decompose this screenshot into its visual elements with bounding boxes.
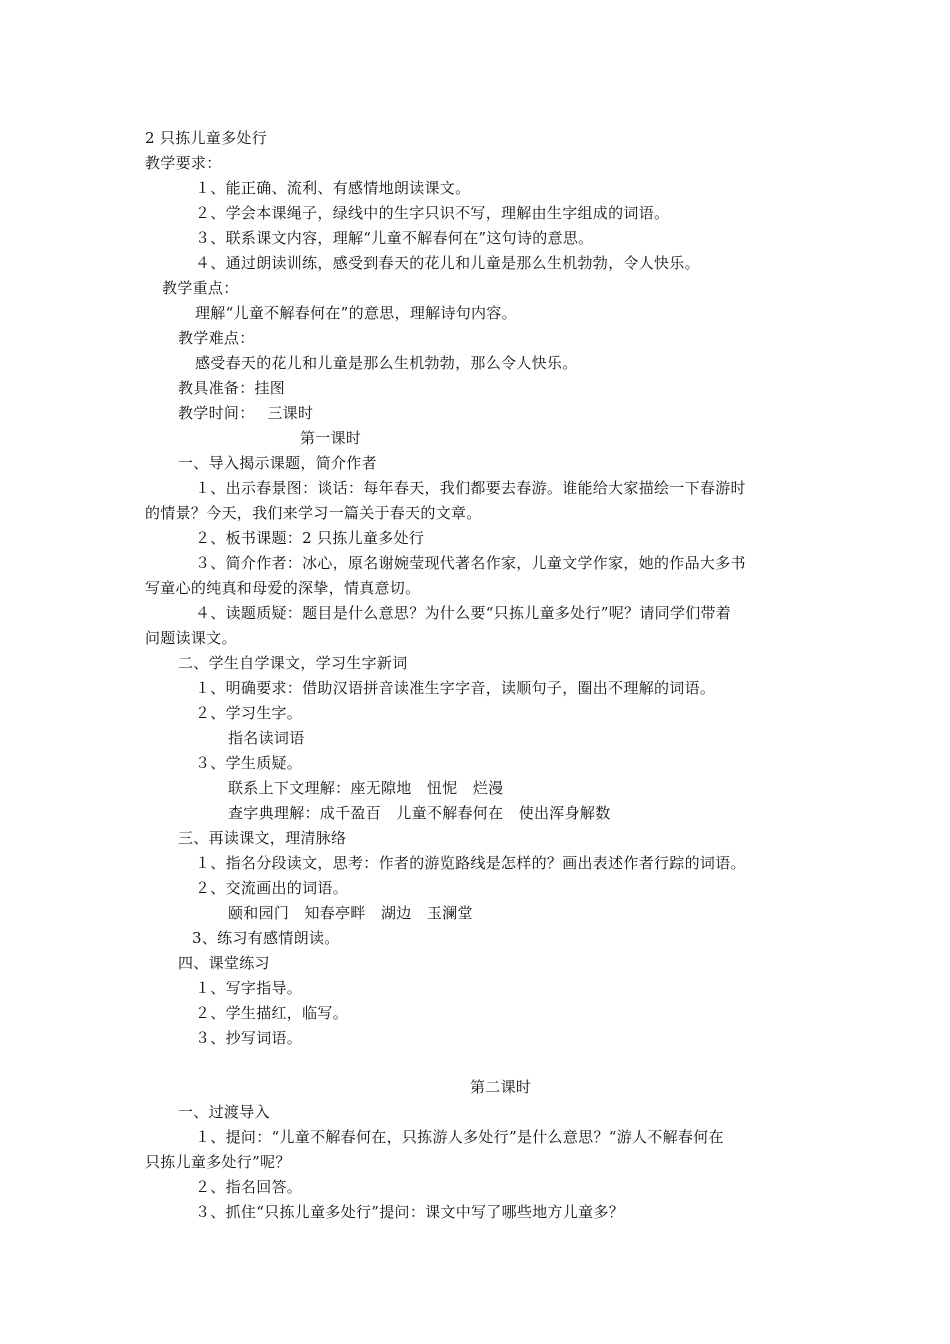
paragraph-line: 写童心的纯真和母爱的深挚，情真意切。	[145, 579, 421, 597]
paragraph-line: ４、读题质疑：题目是什么意思？为什么要“只拣儿童多处行”呢？请同学们带着	[195, 604, 732, 622]
paragraph-line: ３、简介作者：冰心，原名谢婉莹现代著名作家，儿童文学作家，她的作品大多书	[195, 554, 746, 572]
difficulties-heading: 教学难点：	[178, 329, 255, 347]
teaching-time: 教学时间： 三课时	[178, 404, 314, 422]
requirement-item: ２、学会本课绳子，绿线中的生字只识不写，理解由生字组成的词语。	[195, 204, 670, 222]
paragraph-line: 3、练习有感情朗读。	[192, 929, 340, 947]
document-title: 2 只拣儿童多处行	[145, 129, 268, 147]
paragraph-line: 颐和园门 知春亭畔 湖边 玉澜堂	[228, 904, 473, 922]
paragraph-line: ２、指名回答。	[195, 1178, 303, 1196]
section-heading: 二、学生自学课文，学习生字新词	[178, 654, 408, 672]
section-heading: 三、再读课文，理清脉络	[178, 829, 347, 847]
key-points-text: 理解“儿童不解春何在”的意思，理解诗句内容。	[195, 304, 517, 322]
lesson-one-heading: 第一课时	[300, 429, 362, 447]
paragraph-line: 指名读词语	[228, 729, 305, 747]
section-heading: 一、导入揭示课题，简介作者	[178, 454, 377, 472]
paragraph-line: １、明确要求：借助汉语拼音读准生字字音，读顺句子，圈出不理解的词语。	[195, 679, 716, 697]
paragraph-line: 查字典理解：成千盈百 儿童不解春何在 使出浑身解数	[228, 804, 611, 822]
paragraph-line: ２、学习生字。	[195, 704, 303, 722]
paragraph-line: 联系上下文理解：座无隙地 忸怩 烂漫	[228, 779, 504, 797]
requirement-item: ３、联系课文内容，理解“儿童不解春何在”这句诗的意思。	[195, 229, 594, 247]
difficulties-text: 感受春天的花儿和儿童是那么生机勃勃，那么令人快乐。	[195, 354, 578, 372]
section-heading: 一、过渡导入	[178, 1103, 270, 1121]
paragraph-line: ３、学生质疑。	[195, 754, 303, 772]
paragraph-line: 只拣儿童多处行”呢？	[145, 1153, 291, 1171]
paragraph-line: １、提问：“儿童不解春何在，只拣游人多处行”是什么意思？“游人不解春何在	[195, 1128, 724, 1146]
paragraph-line: ３、抄写词语。	[195, 1029, 303, 1047]
paragraph-line: １、出示春景图：谈话：每年春天，我们都要去春游。谁能给大家描绘一下春游时	[195, 479, 746, 497]
paragraph-line: 的情景？今天，我们来学习一篇关于春天的文章。	[145, 504, 482, 522]
paragraph-line: 问题读课文。	[145, 629, 237, 647]
requirement-item: ４、通过朗读训练，感受到春天的花儿和儿童是那么生机勃勃，令人快乐。	[195, 254, 700, 272]
paragraph-line: ２、板书课题：2 只拣儿童多处行	[195, 529, 425, 547]
paragraph-line: １、写字指导。	[195, 979, 303, 997]
teaching-tools: 教具准备：挂图	[178, 379, 286, 397]
section-heading: 四、课堂练习	[178, 954, 270, 972]
key-points-heading: 教学重点：	[162, 279, 239, 297]
paragraph-line: ２、交流画出的词语。	[195, 879, 349, 897]
paragraph-line: ２、学生描红，临写。	[195, 1004, 349, 1022]
requirement-item: １、能正确、流利、有感情地朗读课文。	[195, 179, 471, 197]
paragraph-line: ３、抓住“只拣儿童多处行”提问：课文中写了哪些地方儿童多？	[195, 1203, 625, 1221]
paragraph-line: １、指名分段读文，思考：作者的游览路线是怎样的？画出表述作者行踪的词语。	[195, 854, 746, 872]
teaching-requirements-heading: 教学要求：	[145, 154, 222, 172]
lesson-two-heading: 第二课时	[470, 1078, 532, 1096]
